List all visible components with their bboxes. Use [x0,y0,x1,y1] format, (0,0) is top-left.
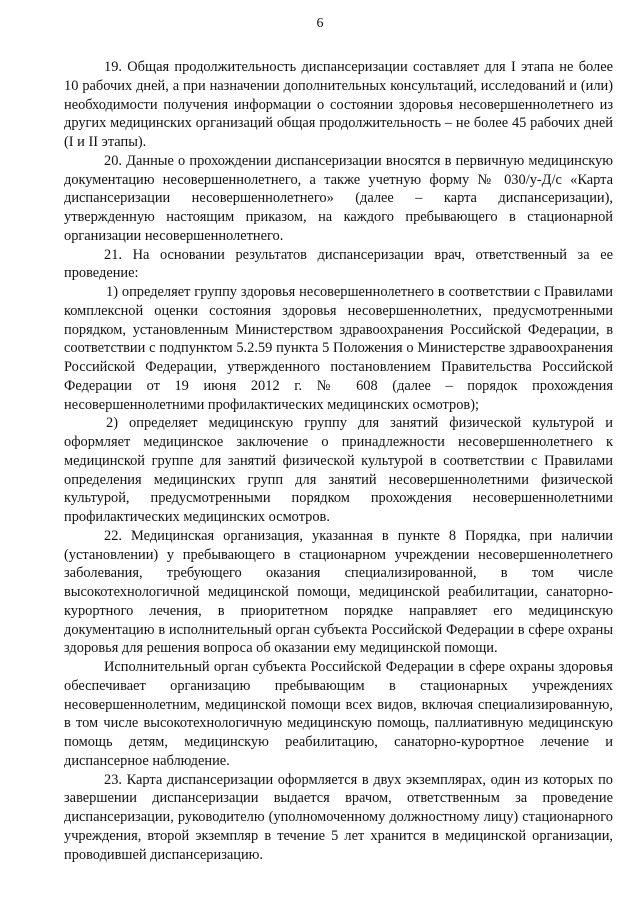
paragraph-21-item-1: 1) определяет группу здоровья несовершеннолетнего в соответствии с Правилами комплексной оценки состояния здоровья несовершеннолетних, предусмотренными порядком, установленным Министерством здравоохранения Российской Федерации, в соответствии с подпунктом 5.2.59 пункта 5 Положения о Министерстве здравоохранения Российской Федерации, утвержденного постановлением Правительства Российской Федерации от 19 июня 2012 г. № 608 (далее – порядок прохождения несовершеннолетними профилактических медицинских осмотров); [64,284,613,413]
page-number: 6 [316,16,324,31]
paragraph-21-item-2: 2) определяет медицинскую группу для занятий физической культурой и оформляет медицинское заключение о принадлежности несовершеннолетнего к медицинской группе для занятий физической культурой в соответствии с Правилами определения медицинских групп для занятий несовершеннолетними физической культурой, предусмотренными порядком прохождения несовершеннолетними профилактических медицинских осмотров. [64,415,613,525]
document-body [64,58,613,864]
paragraph-21: 21. На основании результатов диспансеризации врач, ответственный за ее проведение: [64,246,613,282]
paragraph-22: 22. Медицинская организация, указанная в пункте 8 Порядка, при наличии (установлении) у пребывающего в стационарном учреждении несовершеннолетнего заболевания, требующего оказания специализированной, в том числе высокотехнологичной медицинской помощи, медицинской реабилитации, санаторно-курортного лечения, в приоритетном порядке направляет его медицинскую документацию в исполнительный орган субъекта Российской Федерации в сфере охраны здоровья для решения вопроса об оказании ему медицинской помощи. [64,527,613,657]
paragraph-22-continued: Исполнительный орган субъекта Российской Федерации в сфере охраны здоровья обеспечивает организацию пребывающим в стационарных учреждениях несовершеннолетним, медицинской помощи всех видов, включая специализированную, в том числе высокотехнологичную медицинскую помощь, паллиативную медицинскую помощь детям, медицинскую реабилитацию, санаторно-курортное лечение и диспансерное наблюдение. [64,659,613,769]
paragraph-23: 23. Карта диспансеризации оформляется в двух экземплярах, один из которых по завершении диспансеризации выдается врачом, ответственным за проведение диспансеризации, руководителю (уполномоченному должностному лицу) стационарного учреждения, второй экземпляр в течение 5 лет хранится в медицинской организации, проводившей диспансеризацию. [64,771,613,863]
paragraph-20: 20. Данные о прохождении диспансеризации вносятся в первичную медицинскую документацию несовершеннолетнего, а также учетную форму № 030/у-Д/с «Карта диспансеризации несовершеннолетнего» (далее – карта диспансеризации), утвержденную настоящим приказом, на каждого пребывающего в стационарной организации несовершеннолетнего. [64,152,613,244]
paragraph-19: 19. Общая продолжительность диспансеризации составляет для I этапа не более 10 рабочих дней, а при назначении дополнительных консультаций, исследований и (или) необходимости получения информации о состоянии здоровья несовершеннолетнего из других медицинских организаций общая продолжительность – не более 45 рабочих дней (I и II этапы). [64,59,613,150]
